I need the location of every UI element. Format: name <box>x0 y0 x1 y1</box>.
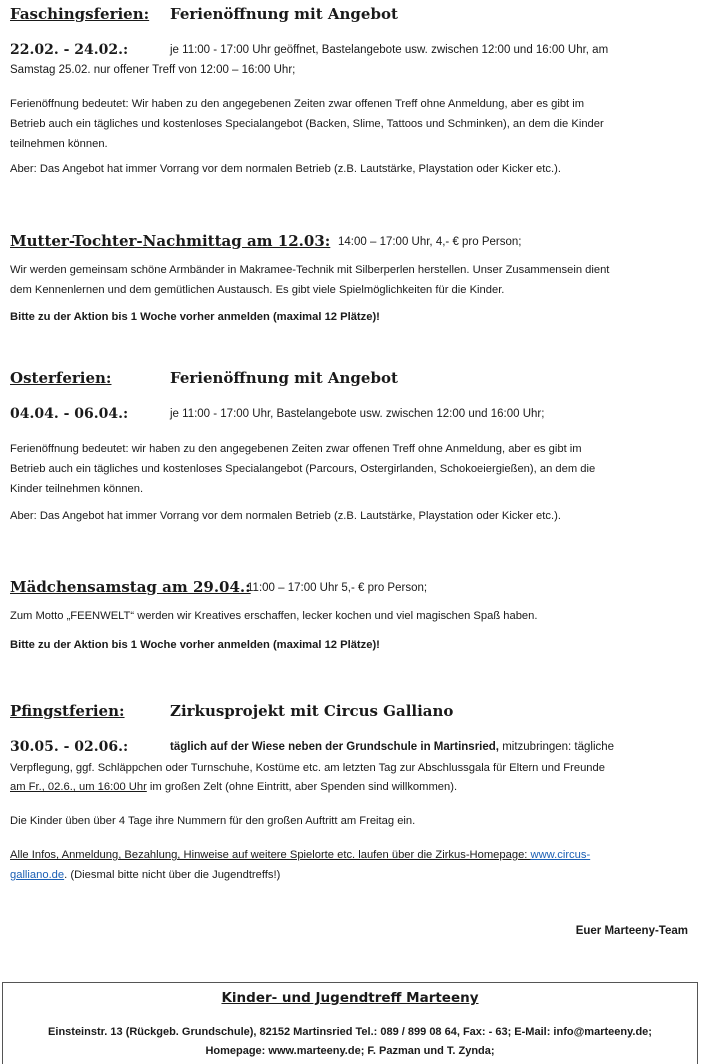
footer-address-line: Einsteinstr. 13 (Rückgeb. Grundschule), 82152 Martinsried Tel.: 089 / 899 08 64, Fax: - 63; E-Mail: info@marteeny.de; <box>48 1026 652 1038</box>
pfingst-gala-text: im großen Zelt (ohne Eintritt, aber Spenden sind willkommen). <box>146 781 458 793</box>
footer-homepage-line: Homepage: www.marteeny.de; F. Pazman und T. Zynda; <box>205 1045 495 1057</box>
mutter-heading-label: Mutter-Tochter-Nachmittag am 12.03: <box>10 232 331 250</box>
pfingst-paragraph-3 <box>10 845 700 885</box>
oster-p1-line3: Kinder teilnehmen können. <box>10 483 144 495</box>
fasching-date: 22.02. - 24.02.: <box>10 42 129 58</box>
signature: Euer Marteeny-Team <box>575 925 688 937</box>
footer-title: Kinder- und Jugendtreff Marteeny <box>221 990 479 1006</box>
pfingst-paragraph-2: Die Kinder üben über 4 Tage ihre Nummern für den großen Auftritt am Freitag ein. <box>10 815 416 827</box>
oster-paragraph-2: Aber: Das Angebot hat immer Vorrang vor dem normalen Betrieb (z.B. Lautstärke, Playstation oder Kicker etc.). <box>10 510 561 522</box>
fasching-p1-line2: Betrieb auch ein tägliches und kostenloses Specialangebot (Backen, Slime, Tattoos und Schminken), an dem die Kinder <box>10 118 604 130</box>
oster-date-text: je 11:00 - 17:00 Uhr, Bastelangebote usw. zwischen 12:00 und 16:00 Uhr; <box>170 408 545 420</box>
pfingst-bring-text: mitzubringen: tägliche <box>499 741 615 753</box>
fasching-paragraph-1 <box>10 94 700 154</box>
footer-box <box>2 982 698 1064</box>
pfingst-line-3 <box>10 777 700 797</box>
oster-date: 04.04. - 06.04.: <box>10 406 129 422</box>
mutter-p1-line1: Wir werden gemeinsam schöne Armbänder in Makramee-Technik mit Silberperlen herstellen. Unser Zusammensein dient <box>10 264 610 276</box>
maedchen-registration-note: Bitte zu der Aktion bis 1 Woche vorher anmelden (maximal 12 Plätze)! <box>10 639 380 651</box>
fasching-heading-title: Ferienöffnung mit Angebot <box>170 5 398 23</box>
pfingst-info-text: Alle Infos, Anmeldung, Bezahlung, Hinweise auf weitere Spielorte etc. laufen über die Zirkus-Homepage: <box>10 849 531 861</box>
pfingst-heading-label: Pfingstferien: <box>10 702 125 720</box>
pfingst-info-note: . (Diesmal bitte nicht über die Jugendtreffs!) <box>64 869 281 881</box>
fasching-date-text-2: Samstag 25.02. nur offener Treff von 12:00 – 16:00 Uhr; <box>10 64 296 76</box>
fasching-paragraph-2: Aber: Das Angebot hat immer Vorrang vor dem normalen Betrieb (z.B. Lautstärke, Playstation oder Kicker etc.). <box>10 163 561 175</box>
oster-heading-label: Osterferien: <box>10 369 112 387</box>
pfingst-line-2: Verpflegung, ggf. Schläppchen oder Turnschuhe, Kostüme etc. am letzten Tag zur Abschlussgala für Eltern und Freunde <box>10 762 605 774</box>
oster-paragraph-1 <box>10 439 700 499</box>
fasching-p1-line3: teilnehmen können. <box>10 138 108 150</box>
mutter-paragraph-1 <box>10 260 700 300</box>
circus-homepage-link[interactable]: www.circus- <box>530 849 591 861</box>
fasching-date-text: je 11:00 - 17:00 Uhr geöffnet, Bastelangebote usw. zwischen 12:00 und 16:00 Uhr, am <box>170 44 609 56</box>
maedchen-info: 11:00 – 17:00 Uhr 5,- € pro Person; <box>247 582 428 594</box>
mutter-p1-line2: dem Kennenlernen und dem gemütlichen Austausch. Es gibt viele Spielmöglichkeiten für die Kinder. <box>10 284 505 296</box>
oster-heading-title: Ferienöffnung mit Angebot <box>170 369 398 387</box>
pfingst-date: 30.05. - 02.06.: <box>10 739 129 755</box>
maedchen-paragraph-1: Zum Motto „FEENWELT“ werden wir Kreatives erschaffen, lecker kochen und viel magischen Spaß haben. <box>10 610 538 622</box>
fasching-heading-label: Faschingsferien: <box>10 5 150 23</box>
pfingst-date-line <box>170 741 614 753</box>
pfingst-heading-title: Zirkusprojekt mit Circus Galliano <box>170 702 454 720</box>
oster-p1-line1: Ferienöffnung bedeutet: wir haben zu den angegebenen Zeiten zwar offenen Treff ohne Anmeldung, aber es gibt im <box>10 443 582 455</box>
mutter-info: 14:00 – 17:00 Uhr, 4,- € pro Person; <box>338 236 522 248</box>
fasching-p1-line1: Ferienöffnung bedeutet: Wir haben zu den angegebenen Zeiten zwar offenen Treff ohne Anmeldung, aber es gibt im <box>10 98 585 110</box>
oster-p1-line2: Betrieb auch ein tägliches und kostenloses Specialangebot (Parcours, Ostergirlanden, Schokoeiergießen), an dem die <box>10 463 596 475</box>
circus-homepage-link-cont[interactable]: galliano.de <box>10 869 65 881</box>
mutter-registration-note: Bitte zu der Aktion bis 1 Woche vorher anmelden (maximal 12 Plätze)! <box>10 311 380 323</box>
pfingst-location: täglich auf der Wiese neben der Grundschule in Martinsried, <box>170 741 499 753</box>
maedchen-heading-label: Mädchensamstag am 29.04.: <box>10 578 251 596</box>
pfingst-gala-date: am Fr., 02.6., um 16:00 Uhr <box>10 781 147 793</box>
